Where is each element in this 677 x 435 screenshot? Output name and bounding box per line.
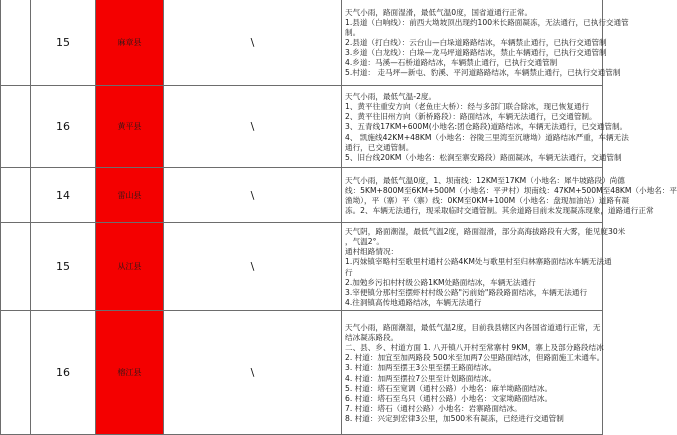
county-cell[interactable]: 雷山县 — [96, 168, 164, 223]
desc-line: 冻。2、车辆无法通行，现采取临时交通管制。其余道路目前未发现凝冻现象，道路通行正常 — [345, 206, 654, 216]
desc-line: 3.宰便镇分那村至摆虾村村级公路"污前始"路段路面结冰，车辆无法通行 — [345, 287, 588, 297]
desc-line: 通行，已交通管制。 — [345, 142, 414, 152]
mark-cell[interactable]: \ — [164, 223, 342, 311]
desc-line: 1、黄平往重安方向（老鱼庄大桥）：经与多部门联合除冰，现已恢复通行 — [345, 102, 590, 112]
count-cell[interactable]: 16 — [31, 86, 96, 168]
table-row — [1, 168, 603, 223]
blank-cell[interactable] — [1, 0, 31, 86]
description-cell[interactable] — [342, 223, 626, 311]
county-cell[interactable]: 麻章县 — [96, 0, 164, 86]
desc-line: 线：5KM+800M至6KM+500M（小地名：平尹村）坝南线：47KM+500M至48KM（小地名：平 — [345, 185, 677, 195]
desc-line: 二、县、乡、村道方面 1. 八开镇八开村至常寨村 9KM，寨上及部分路段结冰 — [345, 343, 604, 353]
desc-line: 3、五青线17KM+600M(小地名:团仓路段)道路结冰，车辆无法通行，已交通管制。 — [345, 122, 628, 132]
count-cell[interactable]: 15 — [31, 0, 96, 86]
mark-cell[interactable]: \ — [164, 168, 342, 223]
desc-line: 通村组路情况： — [345, 247, 399, 257]
desc-line: 5. 村道：塔石至宽调（通村公路）小地名：麻羊坳路面结冰。 — [345, 383, 553, 393]
blank-cell[interactable] — [1, 223, 31, 311]
desc-line: 5、旧台线20KM（小地名：松涧至寨安路段）路面凝冰，车辆无法通行，交通管制 — [345, 152, 622, 162]
county-cell[interactable]: 从江县 — [96, 223, 164, 311]
desc-line: 2.加勉乡污扣村村级公路1KM处路面结冰，车辆无法通行 — [345, 277, 536, 287]
description-cell[interactable] — [342, 0, 629, 86]
desc-line: 8. 村道：兴定到宏律3公里，加500米有凝冻，已经进行交通管制 — [345, 413, 564, 423]
desc-line: 天气小雨，路面潮湿，最低气温2度，目前我县辖区内各国省道通行正常，无 — [345, 323, 601, 333]
desc-line: 2. 村道：加宜至加两路段 500米至加两7公里路面结冰，但路面施工未通车。 — [345, 353, 605, 363]
desc-line: 4. 村道：加两至摆拉7公里至计划路面结冰。 — [345, 373, 497, 383]
county-cell[interactable]: 榕江县 — [96, 311, 164, 435]
description-text — [342, 321, 605, 424]
table-row — [1, 0, 603, 86]
desc-line: 3.乡道（白龙线）：白垛—龙马坪道路路结冰，禁止车辆通行，已执行交通管制 — [345, 48, 607, 58]
mark-cell[interactable]: \ — [164, 0, 342, 86]
count-cell[interactable]: 16 — [31, 311, 96, 435]
mark-cell[interactable]: \ — [164, 86, 342, 168]
desc-line: 6. 村道：塔石至乌只（通村公路）小地名：文家坳路面结冰。 — [345, 393, 553, 403]
desc-line: 天气阴，路面潮湿，最低气温2度，路面湿滑，部分高海拔路段有大雾，能见度30米 — [345, 227, 626, 237]
count-cell[interactable]: 14 — [31, 168, 96, 223]
description-cell[interactable] — [342, 86, 629, 168]
description-cell[interactable] — [342, 168, 677, 223]
desc-line: 结冰凝冻路段。 — [345, 333, 399, 343]
desc-line: 5.村道： 走马坪—新屯、豹溪、平河道路路结冰，车辆禁止通行，已执行交通管制 — [345, 68, 621, 78]
desc-line: 3. 村道：加两至摆王3公里至摆王路面结冰。 — [345, 363, 497, 373]
desc-line: 天气小雨，最低气温0度，1、坝南线：12KM至17KM（小地名：犀牛坡路段）尚德 — [345, 175, 625, 185]
description-cell[interactable] — [342, 311, 603, 435]
desc-line: 制。 — [345, 27, 361, 37]
description-text — [342, 174, 677, 216]
table-row — [1, 86, 603, 168]
desc-line: ，气温2°。 — [345, 237, 385, 247]
description-text — [342, 90, 629, 163]
count-cell[interactable]: 15 — [31, 223, 96, 311]
desc-line: 行 — [345, 267, 353, 277]
desc-line: 7. 村道：塔石（通村公路）小地名：岩寨路面结冰。 — [345, 403, 522, 413]
desc-line: 4、 凯施线42KM+48KM（小地名：谷陇三里湾至沉塘坳）道路结冰严重，车辆无法 — [345, 132, 629, 142]
county-cell[interactable]: 黄平县 — [96, 86, 164, 168]
table-row — [1, 311, 603, 435]
mark-cell[interactable]: \ — [164, 311, 342, 435]
desc-line: 4.往洞镇高传地通路结冰，车辆无法通行 — [345, 297, 482, 307]
description-text — [342, 6, 629, 79]
desc-line: 渔坳），平（寨）平（寨）线：0KM至0KM+100M（小地名：盘现加油站）道路有凝 — [345, 196, 630, 205]
desc-line: 2、黄平往旧州方向（新桥路段）：路面结冰，车辆无法通行，已交通管制。 — [345, 112, 597, 122]
blank-cell[interactable] — [1, 311, 31, 435]
description-text — [342, 225, 626, 308]
desc-line: 天气小雨，路面湿滑，最低气温0度，国省道通行正常。 — [345, 7, 533, 17]
desc-line: 4.乡道：马溪—石桥道路结冰，车辆禁止通行，已执行交通管制 — [345, 58, 558, 68]
blank-cell[interactable] — [1, 86, 31, 168]
desc-line: 1.县道（白响线）：前西大坳坡顶出现约100米长路面凝冻，无法通行，已执行交通管 — [345, 17, 629, 27]
desc-line: 2.县道（打白线）：云台山—白垛道路路结冰，车辆禁止通行，已执行交通管制 — [345, 37, 607, 47]
desc-line: 1.丙妹镇宰略村至歌里村通村公路4KM处与歌里村至归林寨路面结冰车辆无法通 — [345, 257, 612, 267]
desc-line: 天气小雨，最低气温-2度。 — [345, 92, 437, 102]
blank-cell[interactable] — [1, 168, 31, 223]
table-row — [1, 223, 603, 311]
